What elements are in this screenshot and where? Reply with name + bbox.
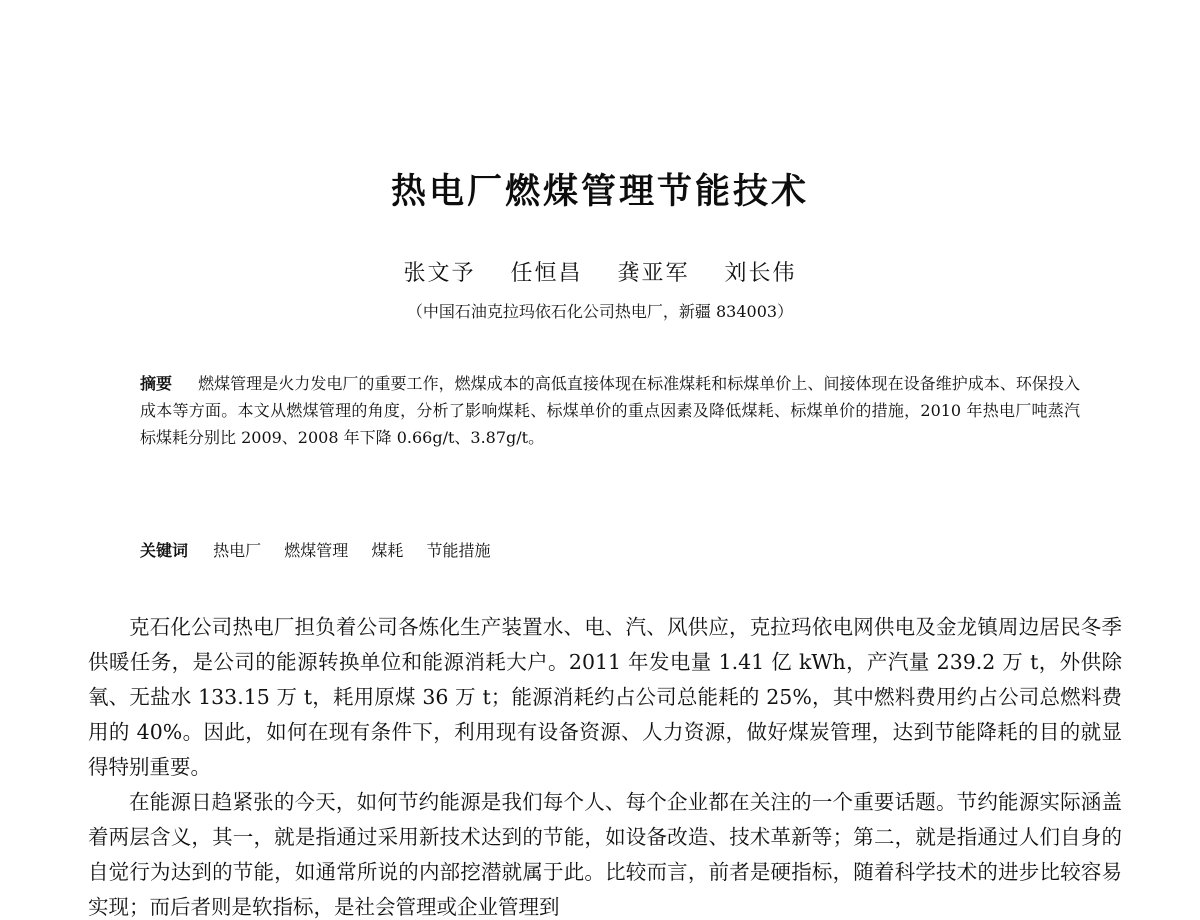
paper-title: 热电厂燃煤管理节能技术 xyxy=(390,172,809,212)
keyword: 燃煤管理 xyxy=(284,541,349,560)
keyword: 节能措施 xyxy=(426,541,491,560)
abstract-label: 摘要 xyxy=(140,374,173,393)
author-name: 张文予 xyxy=(403,261,476,286)
body-text xyxy=(88,610,1122,920)
author-name: 任恒昌 xyxy=(510,261,583,286)
keyword: 煤耗 xyxy=(371,541,404,560)
author-affiliation: （中国石油克拉玛依石化公司热电厂，新疆 834003） xyxy=(406,302,794,321)
author-name: 刘长伟 xyxy=(724,261,797,286)
keywords xyxy=(140,536,1080,566)
abstract xyxy=(140,370,1080,451)
body-paragraph: 克石化公司热电厂担负着公司各炼化生产装置水、电、汽、风供应，克拉玛依电网供电及金龙镇周边居民冬季供暖任务，是公司的能源转换单位和能源消耗大户。2011 年发电量 1.41 亿 kWh，产汽量 239.2 万 t，外供除氧、无盐水 133.15 万 t，耗用原煤 36 万 t；能源消耗约占公司总能耗的 25%，其中燃料费用约占公司总燃料费用的 40%。因此，如何在现有条件下，利用现有设备资源、人力资源，做好煤炭管理，达到节能降耗的目的就显得特别重要。 xyxy=(88,615,1122,779)
keyword: 热电厂 xyxy=(213,541,262,560)
author-name: 龚亚军 xyxy=(617,261,690,286)
abstract-text: 燃煤管理是火力发电厂的重要工作，燃煤成本的高低直接体现在标准煤耗和标煤单价上、间接体现在设备维护成本、环保投入成本等方面。本文从燃煤管理的角度，分析了影响煤耗、标煤单价的重点因素及降低煤耗、标煤单价的措施，2010 年热电厂吨蒸汽标煤耗分别比 2009、2008 年下降 0.66g/t、3.87g/t。 xyxy=(140,374,1080,447)
keywords-label: 关键词 xyxy=(140,541,189,560)
author-list xyxy=(0,256,1200,292)
body-paragraph: 在能源日趋紧张的今天，如何节约能源是我们每个人、每个企业都在关注的一个重要话题。节约能源实际涵盖着两层含义，其一，就是指通过采用新技术达到的节能，如设备改造、技术革新等；第二，就是指通过人们自身的自觉行为达到的节能，如通常所说的内部挖潜就属于此。比较而言，前者是硬指标，随着科学技术的进步比较容易实现；而后者则是软指标，是社会管理或企业管理到 xyxy=(88,790,1122,919)
